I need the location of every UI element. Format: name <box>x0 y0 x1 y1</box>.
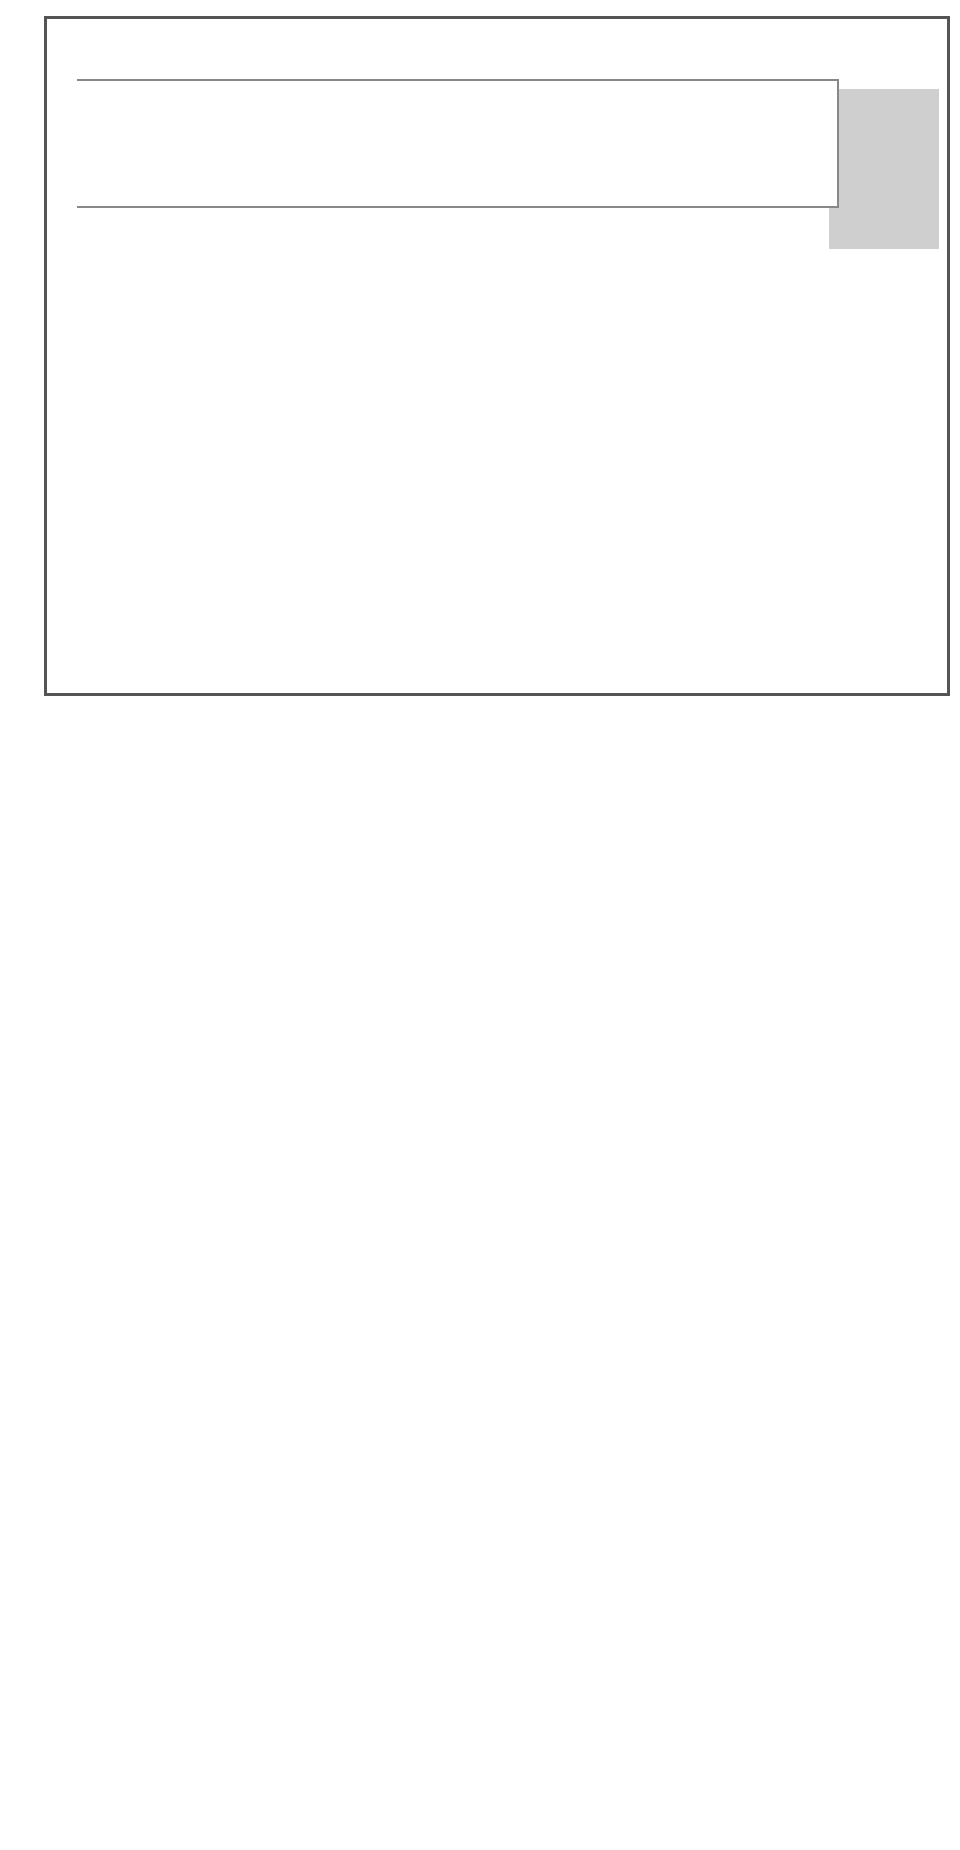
slide-image <box>44 16 950 696</box>
slide-title-box <box>77 79 839 208</box>
slide-title-shade <box>829 89 939 249</box>
